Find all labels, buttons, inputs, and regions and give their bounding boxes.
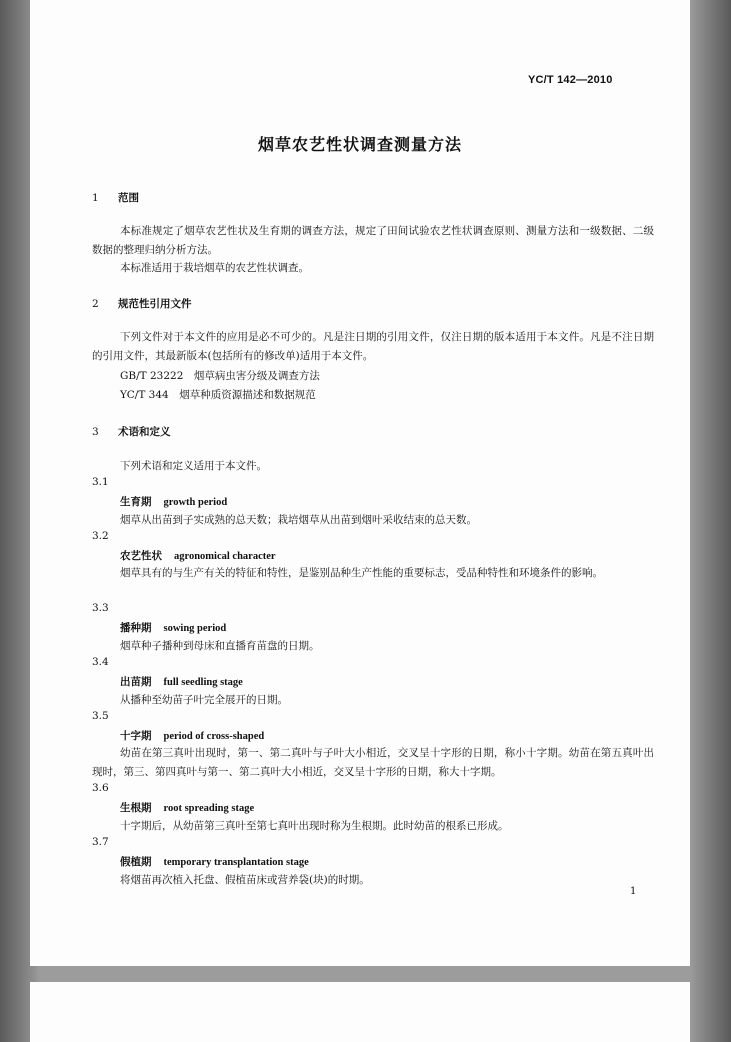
term-english: agronomical character	[174, 551, 276, 562]
term-number: 3.2	[92, 530, 109, 542]
section-3-heading	[92, 424, 171, 439]
section-title: 规范性引用文件	[118, 298, 192, 310]
term-chinese: 十字期	[120, 730, 152, 742]
term-definition: 烟草具有的与生产有关的特征和特性，是鉴别品种生产性能的重要标志，受品种特性和环境条件的影响。	[120, 567, 603, 579]
term-number: 3.4	[92, 656, 109, 668]
section-1-paragraph-1: 本标准规定了烟草农艺性状及生育期的调查方法，规定了田间试验农艺性状调查原则、测量方法和一级数据、二级数据的整理归纳分析方法。	[92, 225, 654, 256]
page-number: 1	[630, 886, 637, 897]
term-number: 3.3	[92, 602, 109, 614]
term-chinese: 生育期	[120, 496, 152, 508]
term-heading	[120, 494, 227, 509]
term-heading	[120, 620, 226, 635]
section-2-paragraph-1: 下列文件对于本文件的应用是必不可少的。凡是注日期的引用文件，仅注日期的版本适用于本文件。凡是不注日期的引用文件，其最新版本(包括所有的修改单)适用于本文件。	[92, 331, 654, 362]
term-english: root spreading stage	[163, 803, 255, 814]
section-1-heading	[92, 190, 139, 205]
term-english: sowing period	[163, 623, 227, 634]
section-2-heading	[92, 296, 192, 311]
term-heading	[120, 800, 254, 815]
term-chinese: 生根期	[120, 802, 152, 814]
normative-reference-1: GB/T 23222 烟草病虫害分级及调查方法	[120, 370, 320, 382]
next-page-edge	[30, 982, 690, 1042]
term-number: 3.1	[92, 476, 109, 488]
term-chinese: 假植期	[120, 856, 152, 868]
term-definition: 从播种至幼苗子叶完全展开的日期。	[120, 694, 288, 706]
term-heading	[120, 854, 309, 869]
section-number: 1	[92, 192, 99, 204]
term-definition: 十字期后，从幼苗第三真叶至第七真叶出现时称为生根期。此时幼苗的根系已形成。	[120, 820, 509, 832]
standard-number: YC/T 142—2010	[528, 74, 613, 86]
term-heading	[120, 548, 276, 563]
section-title: 术语和定义	[118, 426, 171, 438]
term-chinese: 出苗期	[120, 676, 152, 688]
document-page	[30, 0, 690, 966]
normative-reference-2: YC/T 344 烟草种质资源描述和数据规范	[120, 389, 316, 401]
section-number: 3	[92, 426, 99, 438]
term-definition: 幼苗在第三真叶出现时，第一、第二真叶与子叶大小相近，交叉呈十字形的日期，称小十字期。幼苗在第五真叶出现时，第三、第四真叶与第一、第二真叶大小相近，交叉呈十字形的日期，称大十字期。	[92, 747, 654, 778]
term-number: 3.5	[92, 710, 109, 722]
section-title: 范围	[118, 192, 139, 204]
section-1-paragraph-2: 本标准适用于栽培烟草的农艺性状调查。	[120, 262, 309, 274]
term-heading	[120, 674, 243, 689]
term-english: growth period	[163, 497, 228, 508]
term-chinese: 播种期	[120, 622, 152, 634]
term-english: temporary transplantation stage	[163, 857, 309, 868]
section-3-paragraph-1: 下列术语和定义适用于本文件。	[120, 460, 267, 472]
term-definition: 烟草从出苗到子实成熟的总天数；栽培烟草从出苗到烟叶采收结束的总天数。	[120, 514, 477, 526]
term-definition: 将烟苗再次植入托盘、假植苗床或营养袋(块)的时期。	[120, 874, 370, 886]
document-title: 烟草农艺性状调查测量方法	[257, 135, 462, 154]
term-definition: 烟草种子播种到母床和直播育苗盘的日期。	[120, 640, 320, 652]
term-number: 3.7	[92, 836, 109, 848]
term-chinese: 农艺性状	[120, 550, 162, 562]
section-number: 2	[92, 298, 99, 310]
term-heading	[120, 728, 264, 743]
term-english: full seedling stage	[163, 677, 243, 688]
term-number: 3.6	[92, 782, 109, 794]
term-english: period of cross-shaped	[163, 731, 265, 742]
